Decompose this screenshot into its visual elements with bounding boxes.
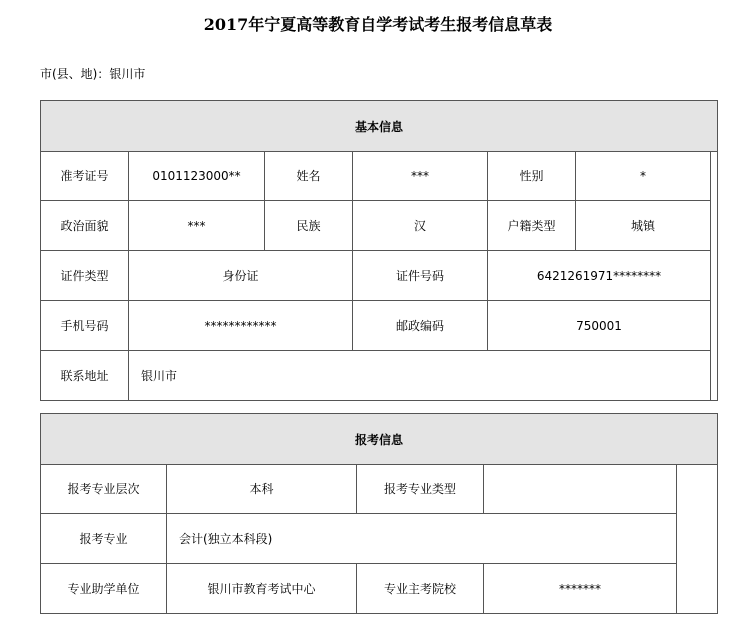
id-number-value: 6421261971******** xyxy=(488,251,711,301)
id-type-value: 身份证 xyxy=(129,251,353,301)
major-type-label: 报考专业类型 xyxy=(357,464,484,514)
id-number-label: 证件号码 xyxy=(353,251,488,301)
gender-value: * xyxy=(576,151,711,201)
gender-label: 性别 xyxy=(488,151,576,201)
address-label: 联系地址 xyxy=(41,351,129,400)
major-level-label: 报考专业层次 xyxy=(41,464,167,514)
major-label: 报考专业 xyxy=(41,514,167,564)
household-type-label: 户籍类型 xyxy=(488,201,576,251)
assist-unit-label: 专业助学单位 xyxy=(41,564,167,613)
assist-unit-value: 银川市教育考试中心 xyxy=(167,564,357,613)
postal-code-label: 邮政编码 xyxy=(353,301,488,351)
ethnicity-label: 民族 xyxy=(265,201,353,251)
political-status-label: 政治面貌 xyxy=(41,201,129,251)
major-value: 会计(独立本科段) xyxy=(167,514,677,564)
examining-school-label: 专业主考院校 xyxy=(357,564,484,613)
major-type-value xyxy=(484,464,677,514)
phone-label: 手机号码 xyxy=(41,301,129,351)
ethnicity-value: 汉 xyxy=(353,201,488,251)
basic-info-section xyxy=(40,100,718,401)
name-value: *** xyxy=(353,151,488,201)
admission-number-value: 0101123000** xyxy=(129,151,265,201)
postal-code-value: 750001 xyxy=(488,301,711,351)
region-label: 市(县、地)：银川市 xyxy=(40,67,146,81)
phone-value: ************ xyxy=(129,301,353,351)
admission-number-label: 准考证号 xyxy=(41,151,129,201)
household-type-value: 城镇 xyxy=(576,201,711,251)
major-level-value: 本科 xyxy=(167,464,357,514)
id-type-label: 证件类型 xyxy=(41,251,129,301)
exam-info-header: 报考信息 xyxy=(41,414,717,465)
name-label: 姓名 xyxy=(265,151,353,201)
address-value: 银川市 xyxy=(129,351,711,400)
political-status-value: *** xyxy=(129,201,265,251)
examining-school-value: ******* xyxy=(484,564,677,613)
exam-info-section xyxy=(40,413,718,614)
basic-info-header: 基本信息 xyxy=(41,101,717,152)
page-title: 2017年宁夏高等教育自学考试考生报考信息草表 xyxy=(203,15,553,34)
